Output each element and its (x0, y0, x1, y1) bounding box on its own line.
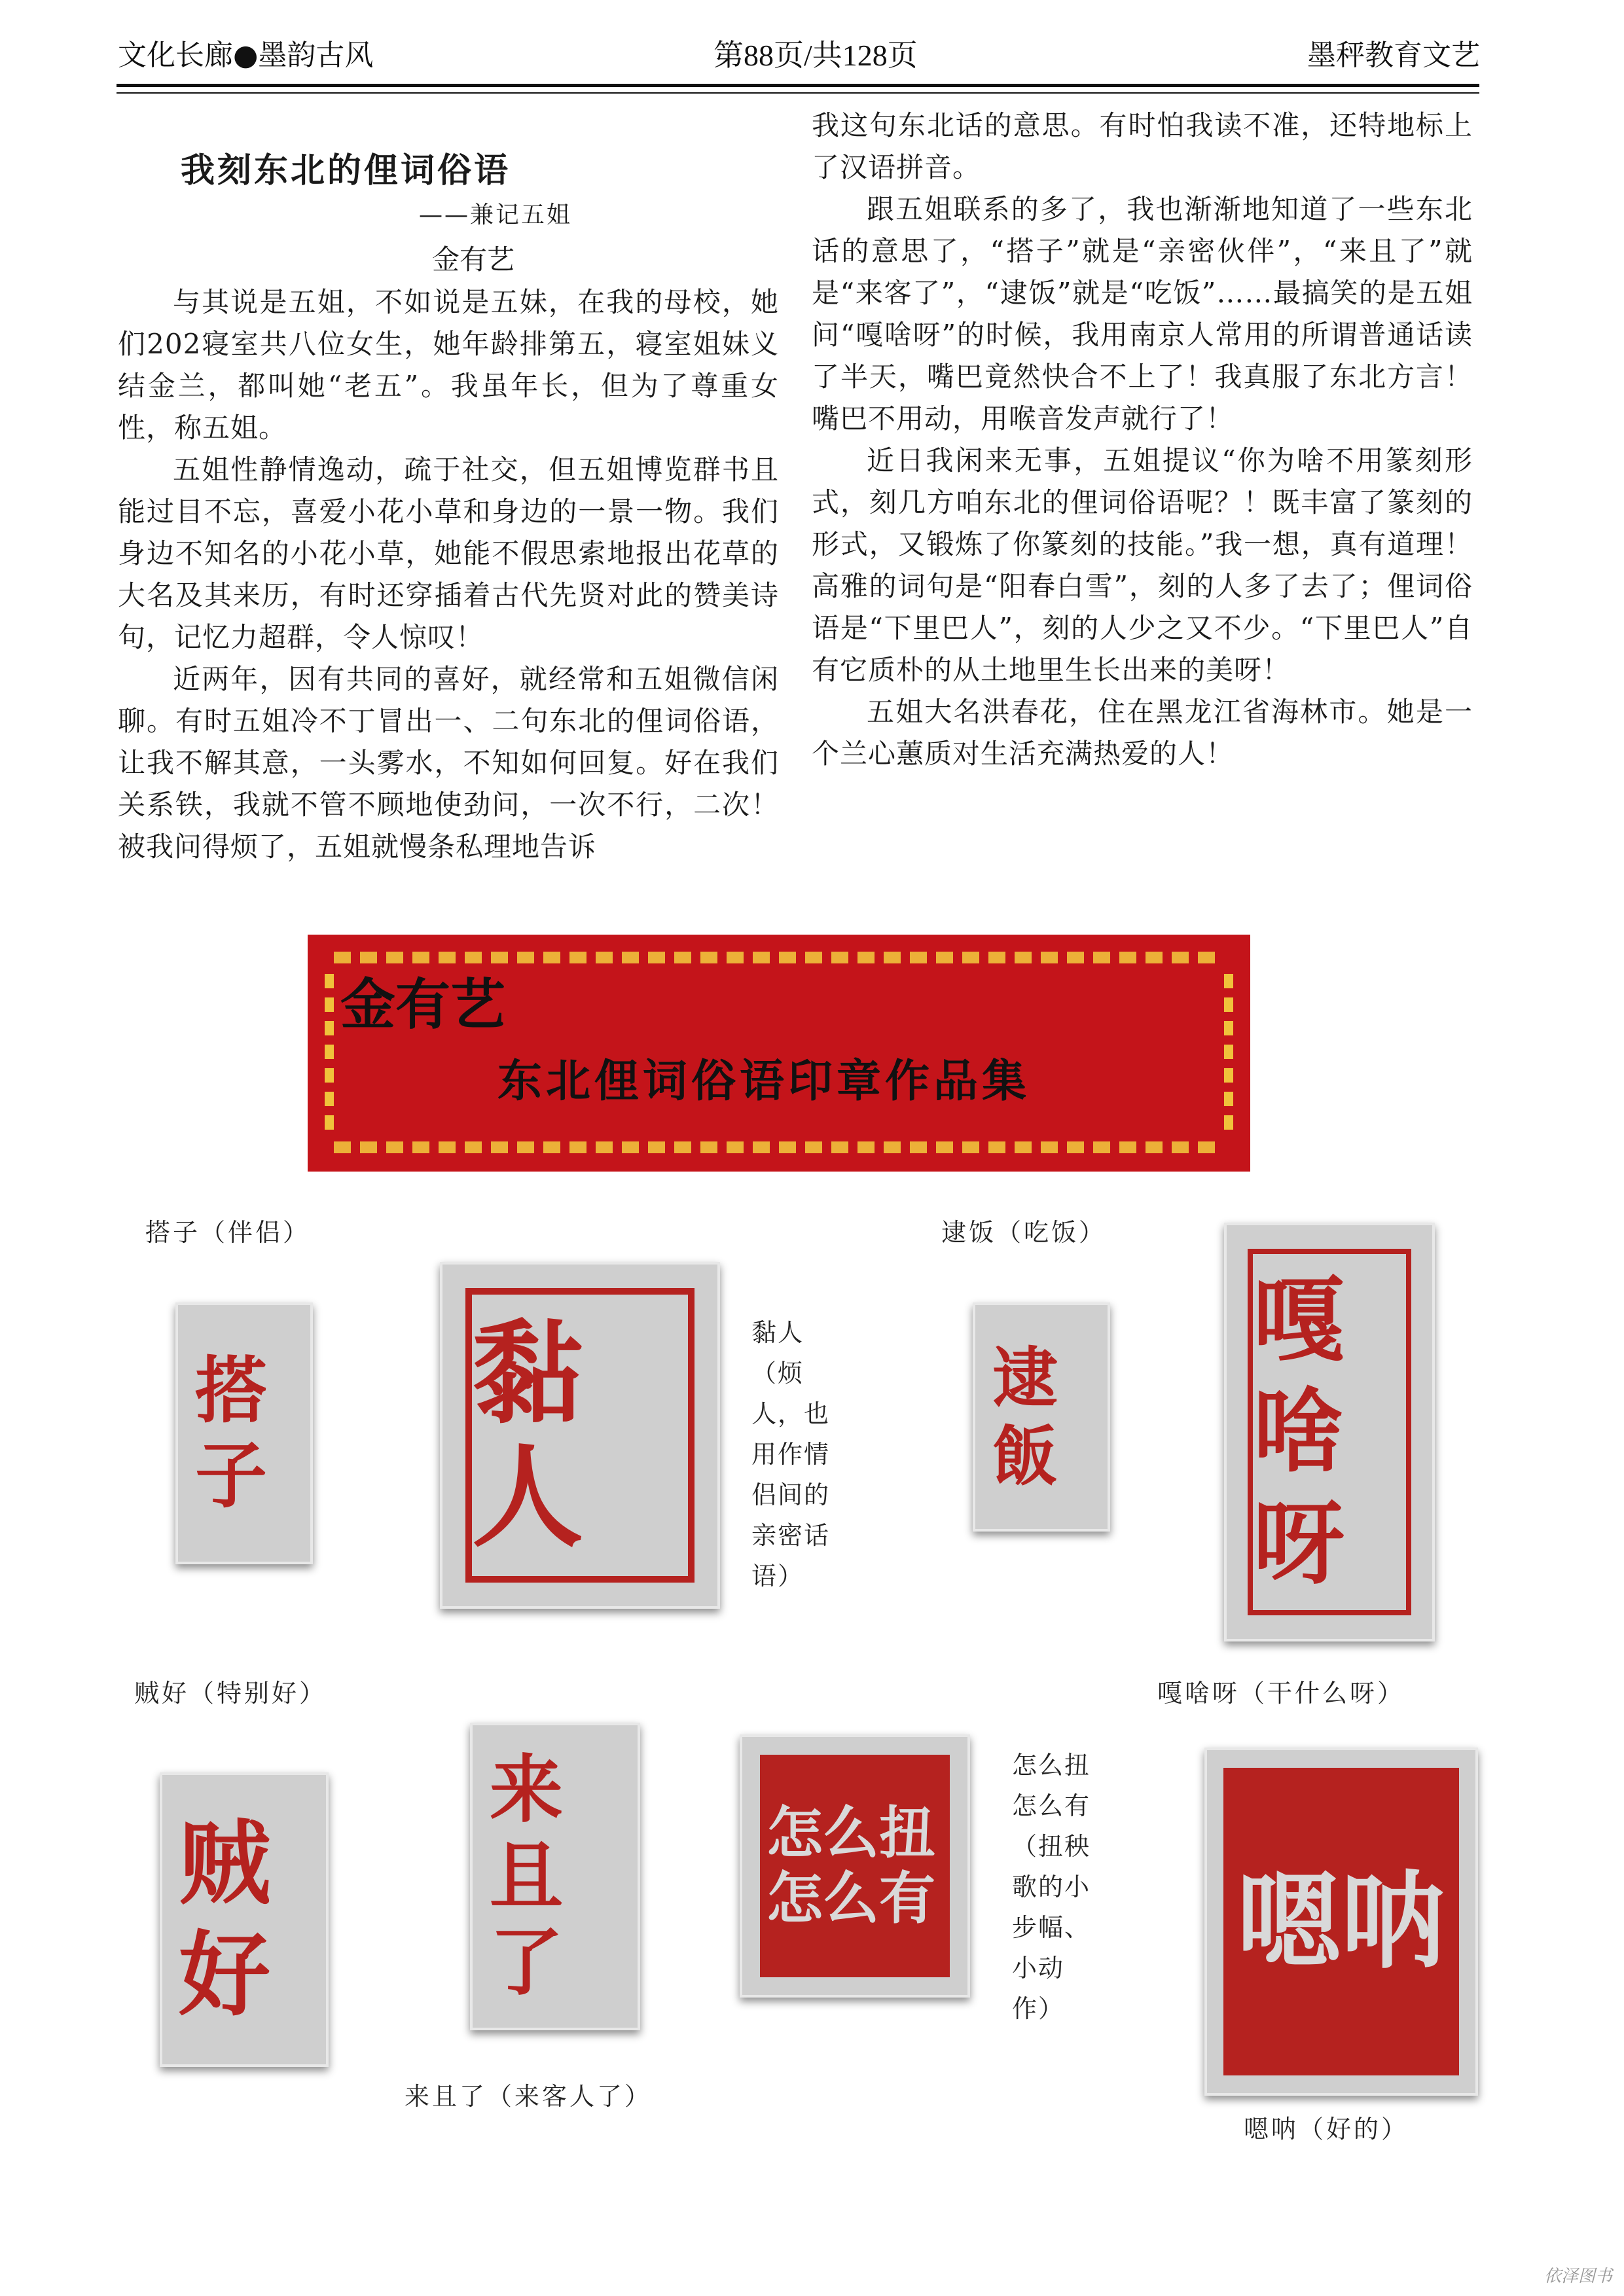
seal-image-nianren (440, 1262, 720, 1609)
article-left-column (118, 281, 779, 868)
seal-image-daifan (973, 1302, 1110, 1532)
seal-caption-enna: 嗯呐（好的） (1244, 2115, 1409, 2144)
seal-caption-zenmeniu: 怎么扭 怎么有 （扭秧 歌的小 步幅、 小动 作） (1012, 1751, 1091, 2023)
paragraph: 与其说是五姐，不如说是五妹，在我的母校，她们202寝室共八位女生，她年龄排第五，寝室姐妹义结金兰，都叫她“老五”。我虽年长，但为了尊重女性，称五姐。 (118, 286, 779, 444)
seal-glyphs: 怎么扭怎么有 (760, 1755, 950, 1977)
seal-caption-daifan: 逮饭（吃饭） (941, 1218, 1107, 1247)
seal-glyphs: 逮飯 (992, 1339, 1058, 1495)
header-rule-thick (117, 84, 1479, 87)
page-number: 第88页/共128页 (713, 39, 918, 72)
article-subtitle: ——兼记五姐 (419, 202, 573, 228)
article-author: 金有艺 (432, 243, 515, 276)
paragraph: 近两年，因有共同的喜好，就经常和五姐微信闲聊。有时五姐冷不丁冒出一、二句东北的俚词俗语，让我不解其意，一头雾水，不知如何回复。好在我们关系铁，我就不管不顾地使劲问，一次不行，二次！被我问得烦了，五姐就慢条私理地告诉 (118, 663, 779, 863)
article-right-column (812, 105, 1473, 775)
banner-artist-name: 金有艺 (340, 973, 506, 1037)
banner-collection-title: 东北俚词俗语印章作品集 (497, 1056, 1031, 1107)
seal-image-gashaya (1224, 1223, 1435, 1641)
seal-caption-dazi: 搭子（伴侣） (145, 1218, 311, 1247)
seal-glyphs: 嘎啥呀 (1248, 1249, 1411, 1615)
seal-image-laiqiele (470, 1723, 640, 2030)
seal-glyphs: 搭子 (195, 1348, 267, 1518)
seal-caption-gashaya: 嘎啥呀（干什么呀） (1157, 1679, 1405, 1708)
publication-name: 墨秤教育文艺 (1307, 39, 1480, 72)
seal-glyphs: 来且了 (490, 1747, 563, 2005)
article-title: 我刻东北的俚词俗语 (181, 151, 511, 190)
seal-glyphs: 黏人 (465, 1288, 695, 1583)
seal-caption-nianren: 黏人 （烦 人，也 用作情 侣间的 亲密话 语） (751, 1318, 831, 1590)
seal-image-zeihao (160, 1772, 329, 2067)
seal-image-enna (1204, 1748, 1478, 2096)
seal-image-zenmeniu (740, 1734, 970, 1998)
paragraph-continuation: 我这句东北话的意思。有时怕我读不准，还特地标上了汉语拼音。 (812, 109, 1473, 183)
paragraph: 跟五姐联系的多了，我也渐渐地知道了一些东北话的意思了，“搭子”就是“亲密伙伴”，“来且了”就是“来客了”，“逮饭”就是“吃饭”……最搞笑的是五姐问“嘎啥呀”的时候，我用南京人常用的所谓普通话读了半天，嘴巴竟然快合不上了！我真服了东北方言！嘴巴不用动，用喉音发声就行了！ (812, 193, 1473, 435)
seal-image-dazi (175, 1302, 313, 1564)
seal-caption-zeihao: 贼好（特别好） (134, 1679, 327, 1708)
seal-caption-laiqiele: 来且了（来客人了） (405, 2082, 653, 2111)
banner-gold-border (334, 1141, 1224, 1153)
header-section-title: 文化长廊●墨韵古风 (118, 39, 374, 72)
header-rule-thin (117, 92, 1479, 94)
seal-glyphs: 嗯呐 (1223, 1768, 1459, 2075)
paragraph: 五姐性静情逸动，疏于社交，但五姐博览群书且能过目不忘，喜爱小花小草和身边的一景一物。我们身边不知名的小花小草，她能不假思索地报出花草的大名及其来历，有时还穿插着古代先贤对此的赞美诗句，记忆力超群，令人惊叹！ (118, 454, 779, 653)
seal-glyphs: 贼好 (179, 1810, 271, 2029)
watermark: 依泽图书 (1543, 2267, 1612, 2286)
collection-banner (308, 935, 1250, 1172)
banner-gold-border (325, 974, 334, 1132)
banner-gold-border (1224, 974, 1233, 1132)
paragraph: 近日我闲来无事，五姐提议“你为啥不用篆刻形式，刻几方咱东北的俚词俗语呢？！既丰富了篆刻的形式，又锻炼了你篆刻的技能。”我一想，真有道理！高雅的词句是“阳春白雪”，刻的人多了去了；俚词俗语是“下里巴人”，刻的人少之又不少。“下里巴人”自有它质朴的从土地里生长出来的美呀！ (812, 444, 1473, 686)
paragraph: 五姐大名洪春花，住在黑龙江省海林市。她是一个兰心蕙质对生活充满热爱的人！ (812, 696, 1473, 770)
